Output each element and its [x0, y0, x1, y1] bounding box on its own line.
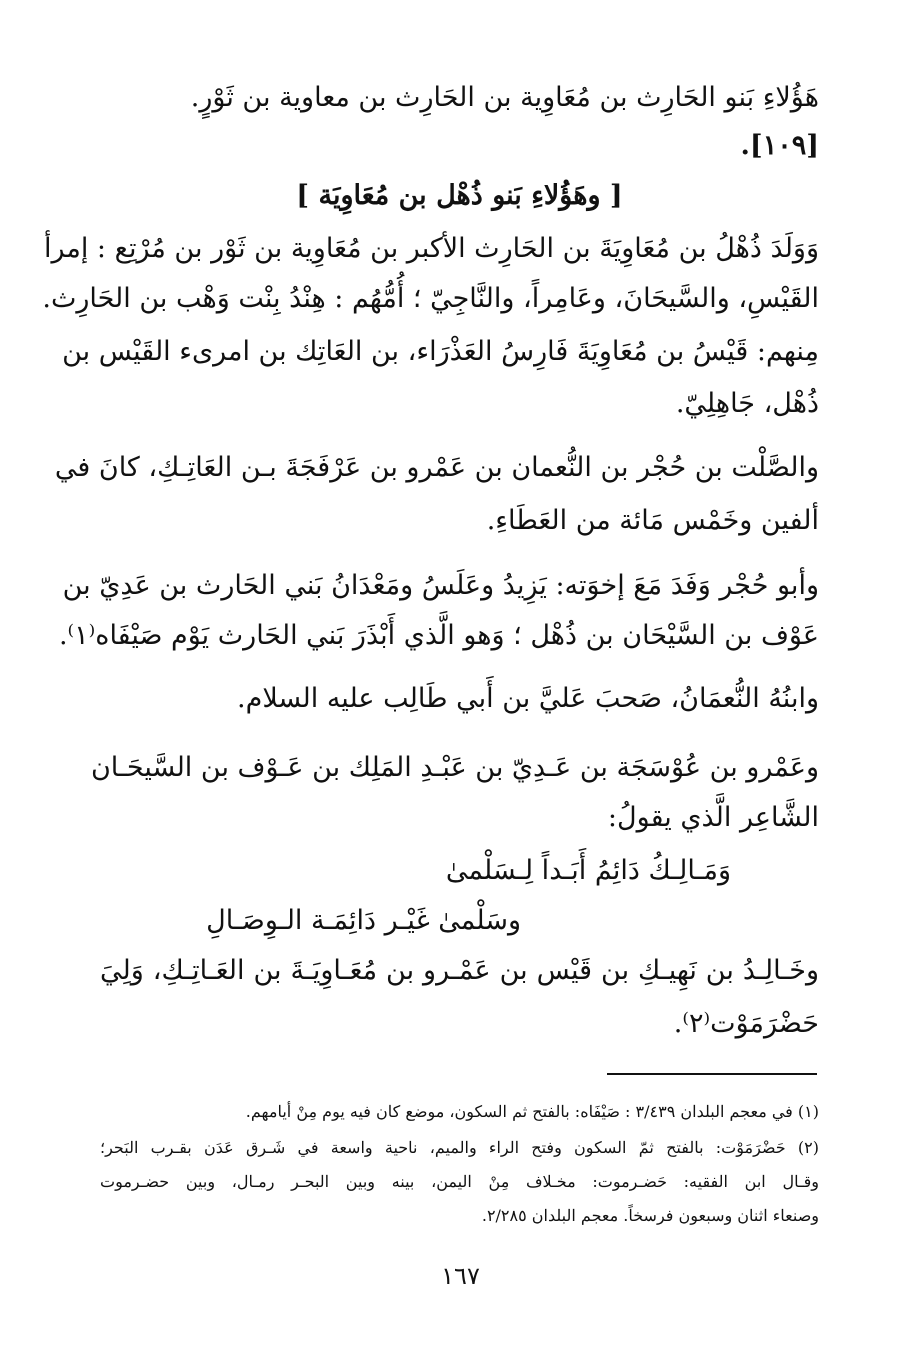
paragraph-3-line-2: ألفين وخَمْس مَائة من العَطَاءِ.: [486, 505, 819, 536]
paragraph-3-line-1: والصَّلْت بن حُجْر بن النُّعمان بن عَمْرو بن عَرْفَجَةَ بـن العَاتِـكِ، كانَ في: [54, 452, 819, 483]
paragraph-7-line-2: حَضْرَمَوْت⁽٢⁾.: [673, 1008, 819, 1039]
footnote-separator: [607, 1073, 817, 1075]
poem-verse-2: وسَلْمىٰ غَيْـر دَائِمَـة الـوِصَـالِ: [206, 905, 521, 936]
paragraph-4-line-2: عَوْف بن السَّيْحَان بن ذُهْل ؛ وَهو الَّذي أَبْذَرَ بَني الحَارث يَوْم صَيْفَاه⁽١⁾.: [58, 620, 819, 651]
footnote-1: (١) في معجم البلدان ٣/٤٣٩ : صَيْفَاه: بالفتح ثم السكون، موضع كان فيه يوم مِنْ أيامهم.: [245, 1102, 819, 1121]
section-heading: [ وهَؤُلاءِ بَنو ذُهْل بن مُعَاوِيَة ]: [296, 180, 623, 211]
paragraph-1-line-2: القَيْسِ، والسَّيحَانَ، وعَامِراً، والنَّاجِيّ ؛ أُمُّهُم : هِنْدُ بِنْت وَهْب بن الحَارِث.: [42, 283, 819, 314]
footnote-2-line-3: وصنعاء اثنان وسبعون فرسخاً. معجم البلدان ٢/٢٨٥.: [481, 1206, 819, 1225]
paragraph-2-line-1: مِنهم: قَيْسُ بن مُعَاوِيَةَ فَارِسُ العَذْرَاء، بن العَاتِك بن امرىء القَيْس بن: [62, 336, 819, 367]
poem-verse-1: وَمَـالِـكُ دَائِمُ أَبَـداً لِـسَلْمىٰ: [445, 855, 731, 886]
section-number: [١٠٩].: [740, 130, 819, 161]
paragraph-5-line-1: وابنُهُ النُّعمَانُ، صَحبَ عَليَّ بن أَبي طَالِب عليه السلام.: [237, 683, 819, 714]
paragraph-6-line-2: الشَّاعِر الَّذي يقولُ:: [607, 802, 819, 833]
paragraph-7-line-1: وخَـالِـدُ بن نَهِيـكِ بن قَيْس بن عَمْـرو بن مُعَـاوِيَـةَ بن العَـاتِـكِ، وَلِيَ: [100, 955, 819, 986]
footnote-2-line-1: (٢) حَضْرَمَوْت: بالفتح ثمّ السكون وفتح الراء والميم، ناحية واسعة في شَـرق عَدَن بقـرب البَحر؛: [100, 1138, 819, 1157]
page-number: ١٦٧: [441, 1262, 480, 1290]
paragraph-1-line-1: وَوَلَدَ ذُهْلُ بن مُعَاوِيَةَ بن الحَارِث الأكبر بن مُعَاوِية بن ثَوْر بن مُرْتِع : إمرأ: [43, 233, 819, 264]
text-line-1: هَؤُلاءِ بَنو الحَارِث بن مُعَاوِية بن الحَارِث بن معاوية بن ثَوْرٍ.: [190, 82, 819, 113]
paragraph-6-line-1: وعَمْرو بن عُوْسَجَة بن عَـدِيّ بن عَبْـدِ المَلِك بن عَـوْف بن السَّيحَـان: [90, 752, 819, 783]
paragraph-2-line-2: ذُهْل، جَاهِلِيّ.: [675, 388, 819, 419]
footnote-2-line-2: وقـال ابن الفقيه: حَضـرموت: مخـلاف مِنْ اليمن، بينه وبين البحـر رمـال، وبين حضـرموت: [100, 1172, 819, 1191]
paragraph-4-line-1: وأبو حُجْر وَفَدَ مَعَ إخوَته: يَزِيدُ وعَلَسُ ومَعْدَانُ بَني الحَارث بن عَدِيّ بن: [62, 570, 819, 601]
